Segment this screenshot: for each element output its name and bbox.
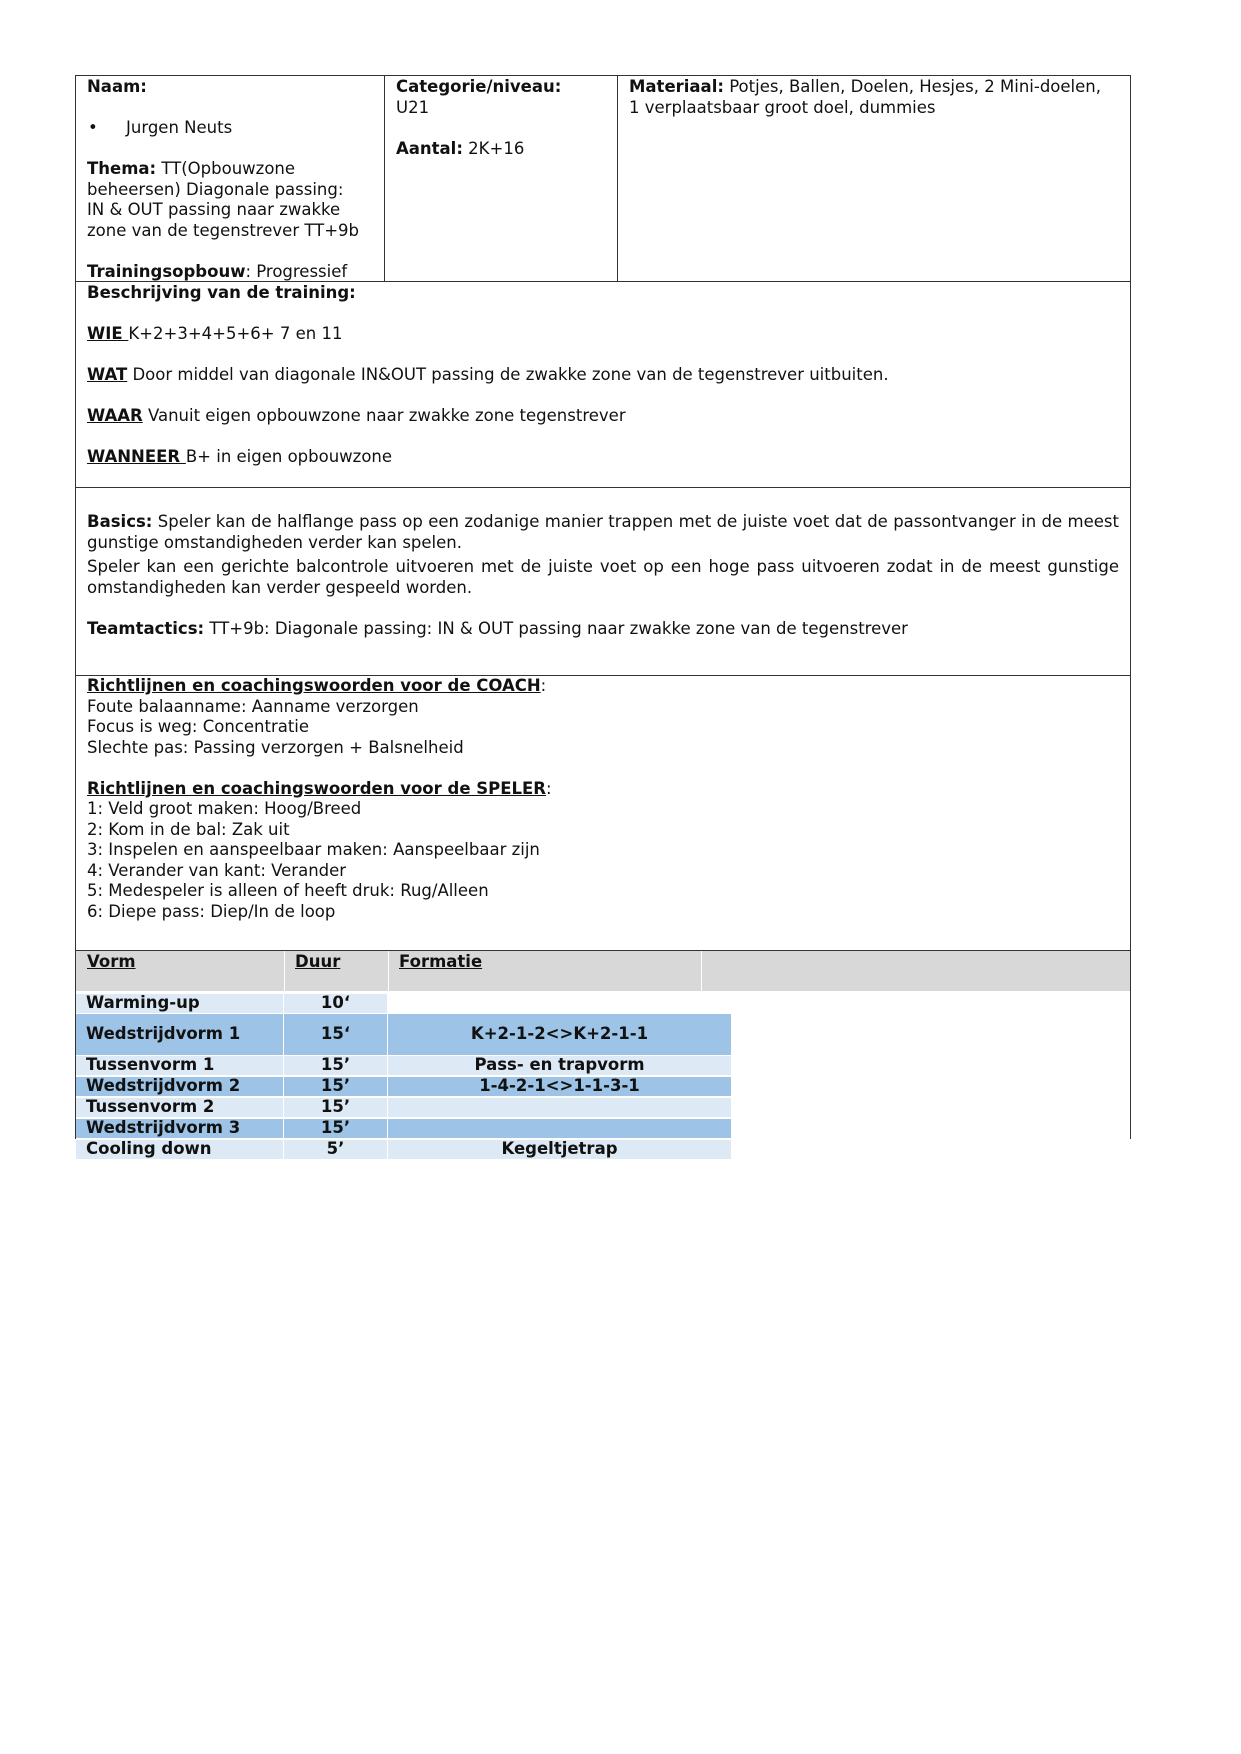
- header-vorm: Vorm: [87, 952, 136, 971]
- wat-value: Door middel van diagonale IN&OUT passing de zwakke zone van de tegenstrever uitbuiten.: [127, 365, 889, 384]
- coach-colon: :: [540, 676, 547, 695]
- basics-text2: Speler kan een gerichte balcontrole uitvoeren met de juiste voet op een hoge pass uitvoeren zodat in de meest gunstige omstandigheden kan verder gespeeld worden.: [87, 557, 1119, 597]
- thema-line1: TT(Opbouwzone: [156, 159, 296, 178]
- coach-title: Richtlijnen en coachingswoorden voor de COACH: [87, 676, 541, 695]
- cell-duur: 15’: [284, 1119, 388, 1138]
- cell-duur: 15’: [284, 1077, 388, 1096]
- speler-item: 6: Diepe pass: Diep/In de loop: [87, 901, 336, 921]
- waar-value: Vanuit eigen opbouwzone naar zwakke zone tegenstrever: [142, 406, 626, 425]
- speler-item: 2: Kom in de bal: Zak uit: [87, 819, 290, 839]
- speler-item: 3: Inspelen en aanspeelbaar maken: Aanspeelbaar zijn: [87, 840, 540, 859]
- basics-label: Basics:: [87, 512, 153, 531]
- cell-vorm: Cooling down: [76, 1140, 284, 1159]
- wanneer-label: WANNEER: [87, 447, 186, 466]
- naam-label: Naam:: [87, 77, 147, 96]
- aantal-value: 2K+16: [462, 138, 525, 158]
- waar-label: WAAR: [87, 406, 143, 425]
- cell-duur: 15‘: [284, 1014, 388, 1055]
- schedule-header: [75, 950, 1131, 991]
- speler-item: 5: Medespeler is alleen of heeft druk: Rug/Alleen: [87, 881, 489, 900]
- table-row: [76, 1140, 731, 1159]
- naam-value: Jurgen Neuts: [126, 118, 233, 137]
- basics-text1: Speler kan de halflange pass op een zodanige manier trappen met de juiste voet dat de passontvanger in de meest gunstige omstandigheden verder kan spelen.: [87, 512, 1119, 552]
- speler-item: 1: Veld groot maken: Hoog/Breed: [87, 799, 362, 818]
- teamtactics-value: TT+9b: Diagonale passing: IN & OUT passing naar zwakke zone van de tegenstrever: [204, 618, 908, 638]
- materiaal-cell: [618, 76, 1130, 281]
- cell-duur: 5’: [284, 1140, 388, 1159]
- materiaal-line2: 1 verplaatsbaar groot doel, dummies: [629, 97, 936, 117]
- categorie-cell: [385, 76, 618, 281]
- cell-vorm: Wedstrijdvorm 3: [76, 1119, 284, 1138]
- cell-duur: 10‘: [284, 994, 388, 1013]
- cell-duur: 15’: [284, 1056, 388, 1075]
- table-row: [76, 994, 731, 1013]
- thema-line2: beheersen) Diagonale passing:: [87, 179, 344, 199]
- materiaal-line1: Potjes, Ballen, Doelen, Hesjes, 2 Mini-doelen,: [723, 77, 1101, 96]
- categorie-label: Categorie/niveau:: [396, 77, 562, 96]
- speler-item: 4: Verander van kant: Verander: [87, 860, 347, 880]
- naam-list-item: [87, 118, 373, 139]
- coach-item: Foute balaanname: Aanname verzorgen: [87, 696, 419, 716]
- header-duur: Duur: [295, 952, 341, 971]
- cell-formatie: [388, 1098, 731, 1117]
- training-sheet: [75, 75, 1131, 1159]
- beschrijving-section: [75, 281, 1131, 487]
- table-row: [76, 1056, 731, 1075]
- coach-item: Focus is weg: Concentratie: [87, 717, 310, 736]
- cell-duur: 15’: [284, 1098, 388, 1117]
- cell-vorm: Tussenvorm 2: [76, 1098, 284, 1117]
- cell-formatie: [388, 1119, 731, 1138]
- cell-formatie: Kegeltjetrap: [388, 1140, 731, 1159]
- wie-label: WIE: [87, 324, 129, 343]
- speler-title: Richtlijnen en coachingswoorden voor de SPELER: [87, 778, 547, 798]
- coaching-section: [75, 675, 1131, 950]
- coach-item: Slechte pas: Passing verzorgen + Balsnelheid: [87, 737, 464, 757]
- wat-label: WAT: [87, 365, 128, 384]
- cell-vorm: Warming-up: [76, 994, 284, 1013]
- cell-vorm: Tussenvorm 1: [76, 1056, 284, 1075]
- thema-line3: IN & OUT passing naar zwakke: [87, 200, 341, 219]
- cell-formatie: [388, 994, 731, 1013]
- header-row: [75, 75, 1131, 281]
- thema-line4: zone van de tegenstrever TT+9b: [87, 220, 360, 240]
- categorie-value: U21: [396, 97, 430, 117]
- aantal-label: Aantal:: [396, 138, 463, 158]
- naam-cell: [76, 76, 385, 281]
- bullet-icon: •: [88, 118, 98, 137]
- table-row: [76, 1077, 731, 1096]
- table-row: [76, 1014, 731, 1055]
- table-row: [76, 1098, 731, 1117]
- cell-formatie: 1-4-2-1<>1-1-3-1: [388, 1077, 731, 1096]
- table-row: [76, 1119, 731, 1138]
- wie-value: K+2+3+4+5+6+ 7 en 11: [128, 324, 343, 343]
- header-formatie: Formatie: [399, 952, 483, 971]
- opbouw-label: Trainingsopbouw: [87, 261, 246, 281]
- opbouw-value: : Progressief: [245, 261, 348, 281]
- teamtactics-label: Teamtactics:: [87, 618, 205, 638]
- cell-vorm: Wedstrijdvorm 1: [76, 1014, 284, 1055]
- cell-formatie: K+2-1-2<>K+2-1-1: [388, 1014, 731, 1055]
- cell-formatie: Pass- en trapvorm: [388, 1056, 731, 1075]
- speler-colon: :: [546, 778, 552, 798]
- materiaal-label: Materiaal:: [629, 77, 724, 96]
- cell-vorm: Wedstrijdvorm 2: [76, 1077, 284, 1096]
- thema-label: Thema:: [87, 159, 157, 178]
- wanneer-value: B+ in eigen opbouwzone: [185, 447, 393, 466]
- basics-section: [75, 487, 1131, 675]
- schedule-table: [75, 991, 1131, 1159]
- beschrijving-title: Beschrijving van de training:: [87, 283, 356, 302]
